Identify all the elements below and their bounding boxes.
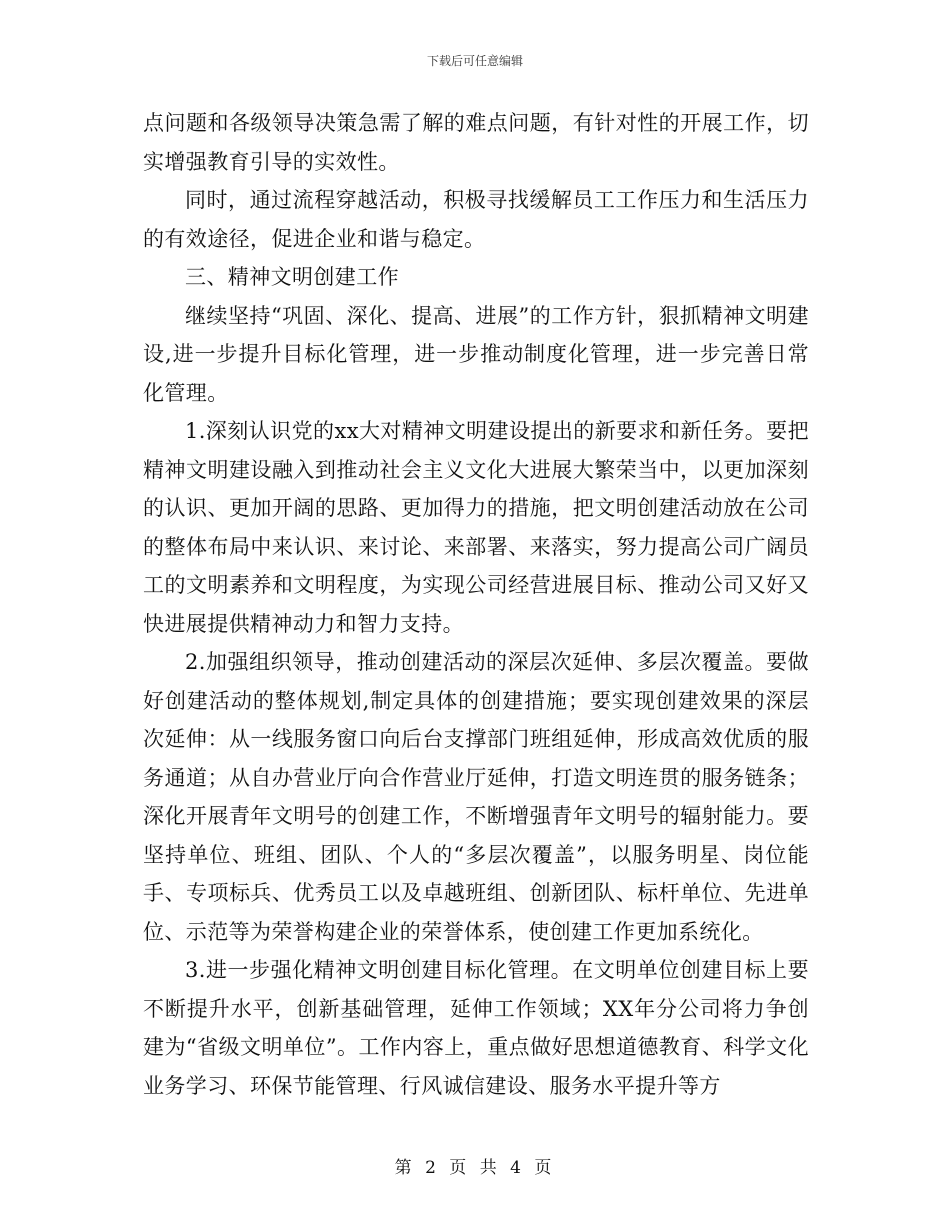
section-heading: 三、精神文明创建工作 bbox=[185, 265, 399, 289]
paragraph: 继续坚持“巩固、深化、提高、进展”的工作方针，狠抓精神文明建设,进一步提升目标化管理，进一步推动制度化管理，进一步完善日常化管理。 bbox=[143, 303, 809, 405]
paragraph: 2.加强组织领导，推动创建活动的深层次延伸、多层次覆盖。要做好创建活动的整体规划,制定具体的创建措施；要实现创建效果的深层次延伸：从一线服务窗口向后台支撑部门班组延伸，形成高效优质的服务通道；从自办营业厅向合作营业厅延伸，打造文明连贯的服务链条；深化开展青年文明号的创建工作，不断增强青年文明号的辐射能力。要坚持单位、班组、团队、个人的“多层次覆盖”，以服务明星、岗位能手、专项标兵、优秀员工以及卓越班组、创新团队、标杆单位、先进单位、示范等为荣誉构建企业的荣誉体系，使创建工作更加系统化。 bbox=[143, 650, 809, 944]
paragraph: 3.进一步强化精神文明创建目标化管理。在文明单位创建目标上要不断提升水平，创新基础管理，延伸工作领域；XX年分公司将力争创建为“省级文明单位”。工作内容上，重点做好思想道德教育、科学文化业务学习、环保节能管理、行风诚信建设、服务水平提升等方 bbox=[143, 958, 809, 1098]
paragraph: 同时，通过流程穿越活动，积极寻找缓解员工工作压力和生活压力的有效途径，促进企业和谐与稳定。 bbox=[143, 188, 809, 251]
page-header-note: 下载后可任意编辑 bbox=[426, 54, 523, 68]
paragraph: 1.深刻认识党的xx大对精神文明建设提出的新要求和新任务。要把精神文明建设融入到推动社会主义文化大进展大繁荣当中，以更加深刻的认识、更加开阔的思路、更加得力的措施，把文明创建活动放在公司的整体布局中来认识、来讨论、来部署、来落实，努力提高公司广阔员工的文明素养和文明程度，为实现公司经营进展目标、推动公司又好又快进展提供精神动力和智力支持。 bbox=[143, 419, 809, 636]
page-number: 第 2 页 共 4 页 bbox=[394, 1158, 556, 1178]
paragraph: 点问题和各级领导决策急需了解的难点问题，有针对性的开展工作，切实增强教育引导的实效性。 bbox=[143, 111, 809, 174]
document-body bbox=[143, 104, 809, 1105]
